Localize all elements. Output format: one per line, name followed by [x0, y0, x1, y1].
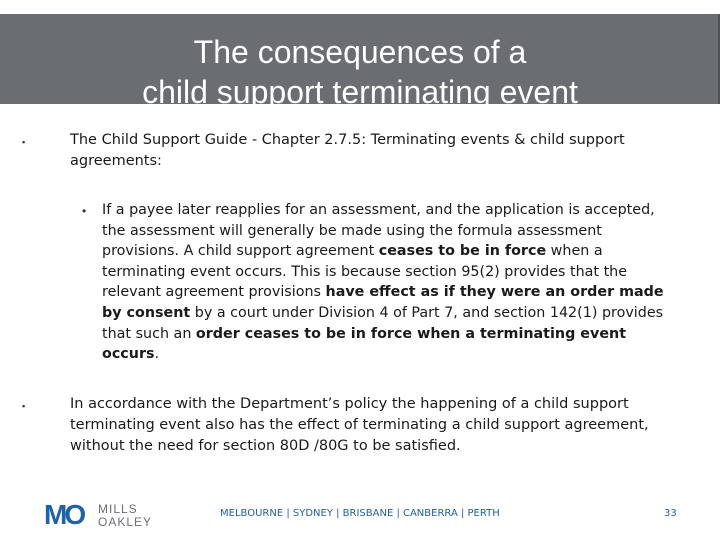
title-band — [0, 14, 720, 110]
page-number: 33 — [664, 508, 677, 519]
logo-mark: MO — [44, 499, 84, 530]
slide-title — [0, 32, 720, 112]
bullet-guide-heading: The Child Support Guide - Chapter 2.7.5: Terminating events & child support agreements: — [70, 132, 625, 169]
sub-text-2: when a terminating event occurs. This is because section 95(2) provides that the relevant agreement provisions — [102, 243, 628, 301]
bullet-department-policy: In accordance with the Department’s policy the happening of a child support terminating event also has the effect of terminating a child support agreement, without the need for section 80D /80G to be satisfied. — [70, 396, 649, 454]
slide-title-line-2: child support terminating event — [142, 74, 578, 110]
mills-oakley-logo — [44, 500, 164, 530]
slide-title-line-1: The consequences of a — [193, 34, 527, 70]
sub-text-3: by a court under Division 4 of Part 7, and section 142(1) provides that such an — [102, 304, 664, 342]
sub-text-1: If a payee later reapplies for an assessment, and the application is accepted, the assessment will generally be made using the formula assessment provisions. A child support agreement — [102, 202, 655, 260]
sub-bold-1: ceases to be in force — [378, 243, 547, 260]
logo-line-1: MILLS — [98, 502, 138, 516]
sub-bold-2: have effect as if they were an order made by consent — [102, 284, 664, 321]
sub-bold-3: order ceases to be in force when a terminating event occurs — [102, 325, 627, 363]
logo-line-2: OAKLEY — [98, 515, 153, 529]
bullet-square-icon: ▪ — [22, 401, 26, 411]
sub-text-4: . — [154, 346, 160, 363]
sub-bullet-paragraph — [102, 200, 677, 365]
footer-cities: MELBOURNE | SYDNEY | BRISBANE | CANBERRA | PERTH — [220, 508, 500, 519]
bullet-square-icon: ▪ — [22, 137, 26, 147]
sub-bullet-dot-icon: • — [82, 204, 87, 218]
logo-wordmark — [98, 503, 152, 529]
